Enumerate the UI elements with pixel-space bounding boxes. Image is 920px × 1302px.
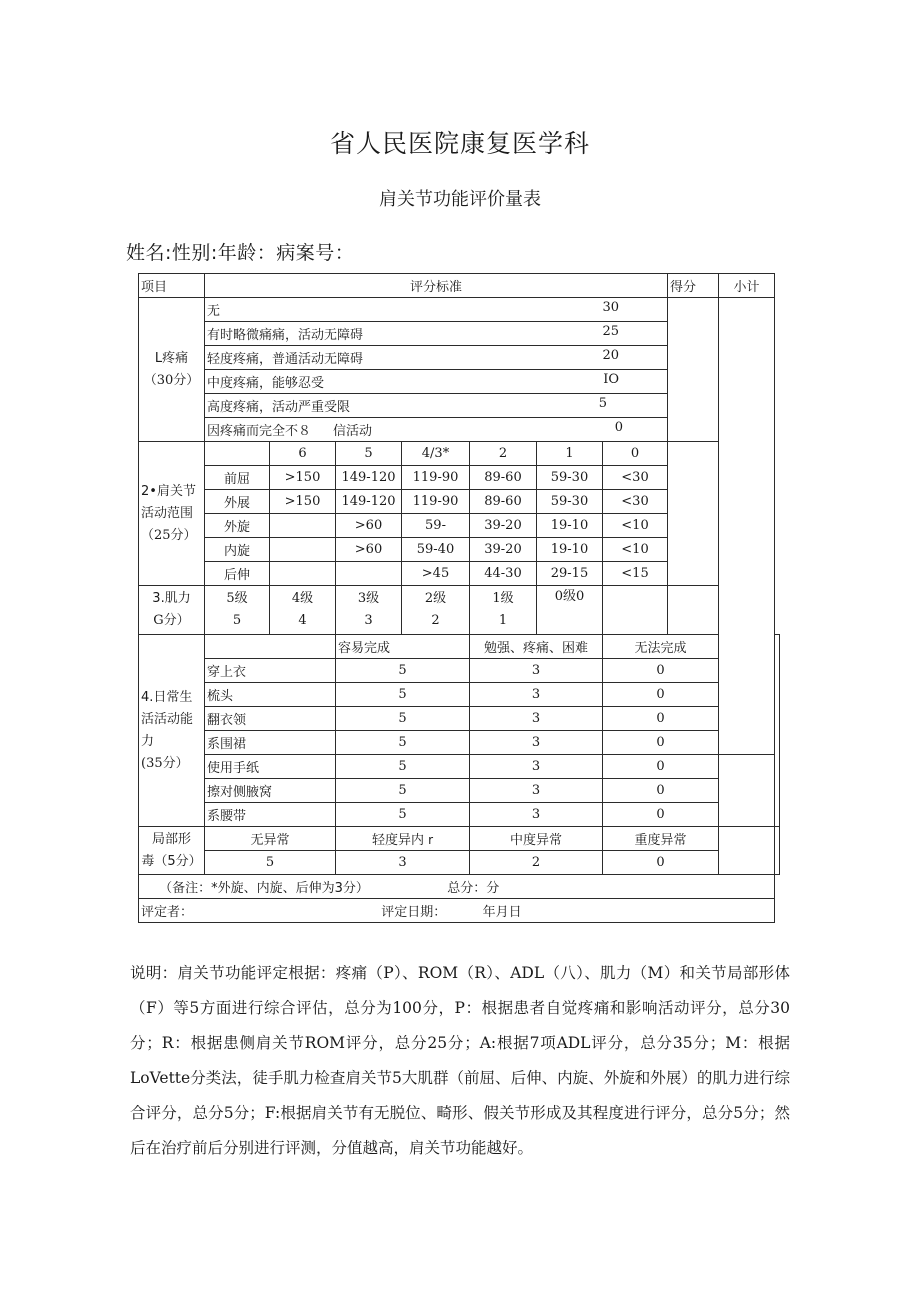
adl-score: 0 bbox=[603, 755, 719, 779]
rom-movement: 外旋 bbox=[205, 514, 270, 538]
col-header-score: 得分 bbox=[668, 274, 719, 298]
total-score[interactable]: 总分：分 bbox=[447, 881, 500, 896]
rom-value bbox=[270, 538, 336, 562]
adl-row bbox=[139, 779, 780, 803]
rom-grade: 2 bbox=[470, 442, 537, 466]
rom-value: <30 bbox=[603, 466, 668, 490]
strength-row bbox=[139, 586, 780, 635]
rom-value bbox=[270, 514, 336, 538]
rom-value: 119-90 bbox=[402, 490, 470, 514]
rom-value: 59-30 bbox=[537, 466, 603, 490]
deformity-header: 重度异常 bbox=[603, 827, 719, 851]
strength-grade: 4级 4 bbox=[270, 586, 336, 635]
pain-criterion: IO 中度疼痛，能够忍受 bbox=[205, 370, 668, 394]
deformity-header: 无异常 bbox=[205, 827, 336, 851]
remark-cell bbox=[139, 875, 775, 899]
adl-score: 3 bbox=[470, 755, 603, 779]
adl-score: 0 bbox=[603, 707, 719, 731]
col-header-item: 项目 bbox=[139, 274, 205, 298]
deformity-category bbox=[139, 827, 205, 875]
rom-value: 39-20 bbox=[470, 514, 537, 538]
adl-activity: 系围裙 bbox=[205, 731, 336, 755]
rom-value: 59-40 bbox=[402, 538, 470, 562]
rom-value: <30 bbox=[603, 490, 668, 514]
explanation-notes: 说明：肩关节功能评定根据：疼痛（P）、ROM（R）、ADL（八）、肌力（M）和关节局部形体（F）等5方面进行综合评估，总分为100分，P：根据患者自觉疼痛和影响活动评分，总分30分；R：根据患侧肩关节ROM评分，总分25分；A:根据7项ADL评分，总分35分；M：根据LoVette分类法，徒手肌力检查肩关节5大肌群（前屈、后伸、内旋、外旋和外展）的肌力进行综合评分，总分5分；F:根据肩关节有无脱位、畸形、假关节形成及其程度进行评分，总分5分；然后在治疗前后分别进行评测，分值越高，肩关节功能越好。 bbox=[130, 964, 790, 1157]
rom-value: 29-15 bbox=[537, 562, 603, 586]
rom-value: >150 bbox=[270, 466, 336, 490]
adl-score: 3 bbox=[470, 707, 603, 731]
deformity-subtotal-cell[interactable] bbox=[775, 827, 780, 875]
strength-category bbox=[139, 586, 205, 635]
strength-blank bbox=[603, 586, 668, 635]
pain-criterion: 20 轻度疼痛，普通活动无障碍 bbox=[205, 346, 668, 370]
adl-score: 5 bbox=[336, 707, 470, 731]
rom-value: 149-120 bbox=[336, 490, 402, 514]
adl-header-row bbox=[139, 635, 780, 659]
adl-score: 3 bbox=[470, 803, 603, 827]
rom-value: 39-20 bbox=[470, 538, 537, 562]
rom-movement: 内旋 bbox=[205, 538, 270, 562]
deformity-score: 5 bbox=[205, 851, 336, 875]
adl-score: 0 bbox=[603, 779, 719, 803]
header-row bbox=[139, 274, 780, 298]
patient-info-fields[interactable]: 姓名:性别:年龄：病案号： bbox=[126, 242, 355, 264]
rom-points: （25分） bbox=[141, 527, 197, 543]
adl-row bbox=[139, 755, 780, 779]
rom-value: <10 bbox=[603, 538, 668, 562]
remark-row bbox=[139, 875, 780, 899]
adl-score: 5 bbox=[336, 803, 470, 827]
adl-score: 3 bbox=[470, 779, 603, 803]
rom-value: >60 bbox=[336, 538, 402, 562]
rom-value: 59-30 bbox=[537, 490, 603, 514]
rom-value: 59- bbox=[402, 514, 470, 538]
signature-cell bbox=[139, 899, 775, 923]
document-title: 省人民医院康复医学科 bbox=[329, 129, 590, 158]
pain-criterion: 25 有时略微痛痛，活动无障碍 bbox=[205, 322, 668, 346]
date-label: 评定日期： bbox=[381, 905, 447, 920]
rom-value: 89-60 bbox=[470, 466, 537, 490]
adl-activity: 使用手纸 bbox=[205, 755, 336, 779]
rom-value: 19-10 bbox=[537, 514, 603, 538]
document-subtitle: 肩关节功能评价量表 bbox=[379, 189, 541, 210]
deformity-score: 3 bbox=[336, 851, 470, 875]
adl-row bbox=[139, 659, 780, 683]
adl-header: 勉强、疼痛、困难 bbox=[470, 635, 603, 659]
pain-row bbox=[139, 298, 780, 322]
rom-movement: 前屈 bbox=[205, 466, 270, 490]
adl-activity: 翻衣领 bbox=[205, 707, 336, 731]
pain-label: L疼痛 bbox=[154, 350, 189, 366]
adl-score-cell[interactable] bbox=[775, 635, 780, 827]
deformity-header-row bbox=[139, 827, 780, 851]
adl-score: 3 bbox=[470, 731, 603, 755]
rom-label: 2•肩关节活动范围 bbox=[141, 483, 196, 521]
pain-criterion: 0 因疼痛而完全不８ 信活动 bbox=[205, 418, 668, 442]
deformity-header: 轻度异内 r bbox=[336, 827, 470, 851]
deformity-score: 2 bbox=[470, 851, 603, 875]
rom-value: >45 bbox=[402, 562, 470, 586]
strength-grade: 3级 3 bbox=[336, 586, 402, 635]
adl-row bbox=[139, 707, 780, 731]
rom-value: 89-60 bbox=[470, 490, 537, 514]
adl-header: 无法完成 bbox=[603, 635, 719, 659]
adl-points: (35分） bbox=[141, 755, 189, 771]
pain-criterion: 30 无 bbox=[205, 298, 668, 322]
adl-score: 0 bbox=[603, 803, 719, 827]
rom-grade: 1 bbox=[537, 442, 603, 466]
rom-grade-row bbox=[139, 442, 780, 466]
rom-value: <15 bbox=[603, 562, 668, 586]
adl-score: 0 bbox=[603, 659, 719, 683]
pain-score-cell[interactable] bbox=[668, 298, 719, 442]
adl-activity: 梳头 bbox=[205, 683, 336, 707]
deformity-points: 毒（5分） bbox=[141, 853, 202, 869]
adl-label: 4.日常生活活动能力 bbox=[141, 689, 194, 749]
deformity-score: 0 bbox=[603, 851, 719, 875]
rom-value: >60 bbox=[336, 514, 402, 538]
col-header-subtotal: 小计 bbox=[719, 274, 775, 298]
deformity-score-row bbox=[139, 851, 780, 875]
adl-row bbox=[139, 731, 780, 755]
adl-score: 5 bbox=[336, 659, 470, 683]
rom-value: 44-30 bbox=[470, 562, 537, 586]
rom-grade: 4/3* bbox=[402, 442, 470, 466]
rom-grade-blank bbox=[205, 442, 270, 466]
adl-score: 5 bbox=[336, 755, 470, 779]
adl-score: 0 bbox=[603, 683, 719, 707]
adl-score: 0 bbox=[603, 731, 719, 755]
rom-value bbox=[270, 562, 336, 586]
adl-row bbox=[139, 803, 780, 827]
rom-value: <10 bbox=[603, 514, 668, 538]
deformity-score-cell[interactable] bbox=[719, 827, 775, 875]
adl-row bbox=[139, 683, 780, 707]
strength-grade: 0级0 bbox=[537, 586, 603, 635]
rom-grade: 5 bbox=[336, 442, 402, 466]
date-field[interactable]: 年月日 bbox=[482, 905, 522, 920]
rom-category bbox=[139, 442, 205, 586]
deformity-label: 局部形 bbox=[151, 831, 191, 847]
col-header-criteria: 评分标准 bbox=[205, 274, 668, 298]
assessment-table bbox=[138, 273, 780, 923]
adl-header-blank bbox=[205, 635, 336, 659]
strength-label: 3.肌力 bbox=[152, 591, 191, 606]
adl-score: 5 bbox=[336, 779, 470, 803]
adl-score: 5 bbox=[336, 683, 470, 707]
subtotal-cell[interactable] bbox=[719, 298, 775, 755]
rom-value: 149-120 bbox=[336, 466, 402, 490]
remark-text: （备注：*外旋、内旋、后伸为3分） bbox=[159, 881, 369, 896]
pain-category bbox=[139, 298, 205, 442]
adl-score: 3 bbox=[470, 659, 603, 683]
adl-score: 3 bbox=[470, 683, 603, 707]
adl-activity: 系腰带 bbox=[205, 803, 336, 827]
adl-category bbox=[139, 635, 205, 827]
rom-score-cell[interactable] bbox=[668, 442, 719, 586]
adl-score: 5 bbox=[336, 731, 470, 755]
rom-grade: 6 bbox=[270, 442, 336, 466]
strength-points: G分） bbox=[153, 613, 190, 628]
rom-value: >150 bbox=[270, 490, 336, 514]
rom-grade: 0 bbox=[603, 442, 668, 466]
strength-grade: 1级 1 bbox=[470, 586, 537, 635]
strength-grade: 5级 5 bbox=[205, 586, 270, 635]
rom-movement: 后伸 bbox=[205, 562, 270, 586]
adl-activity: 擦对侧腋窝 bbox=[205, 779, 336, 803]
signature-row bbox=[139, 899, 780, 923]
rom-movement: 外展 bbox=[205, 490, 270, 514]
assessor-field[interactable]: 评定者： bbox=[141, 905, 194, 920]
strength-score-cell[interactable] bbox=[668, 586, 719, 635]
pain-criterion: 5 高度疼痛，活动严重受限 bbox=[205, 394, 668, 418]
adl-header: 容易完成 bbox=[336, 635, 470, 659]
adl-activity: 穿上衣 bbox=[205, 659, 336, 683]
rom-value bbox=[336, 562, 402, 586]
pain-points: （30分） bbox=[143, 372, 200, 388]
rom-value: 119-90 bbox=[402, 466, 470, 490]
deformity-header: 中度异常 bbox=[470, 827, 603, 851]
rom-value: 19-10 bbox=[537, 538, 603, 562]
strength-grade: 2级 2 bbox=[402, 586, 470, 635]
